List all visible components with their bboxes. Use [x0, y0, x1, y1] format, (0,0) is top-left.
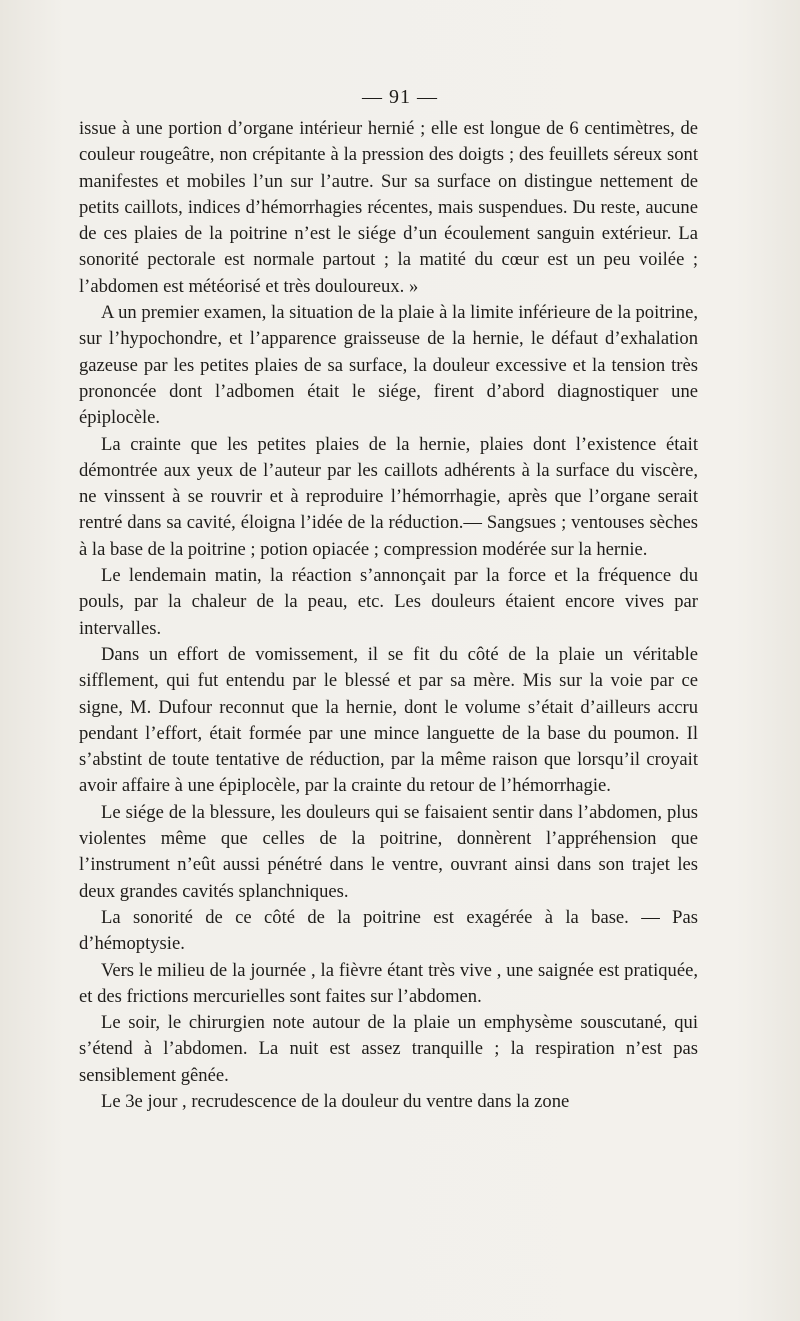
paragraph: Le lendemain matin, la réaction s’annonçait par la force et la fréquence du pouls, par la chaleur de la peau, etc. Les douleurs étaient encore vives par intervalles. [79, 565, 698, 639]
paragraph: Le soir, le chirurgien note autour de la plaie un emphysème souscutané, qui s’étend à l’abdomen. La nuit est assez tranquille ; la respiration n’est pas sensiblement gênée. [79, 1012, 698, 1086]
paragraph: Vers le milieu de la journée , la fièvre étant très vive , une saignée est pratiquée, et des frictions mercurielles sont faites sur l’abdomen. [79, 959, 698, 1007]
paragraph: La sonorité de ce côté de la poitrine est exagérée à la base. — Pas d’hémoptysie. [79, 906, 698, 955]
paragraph: A un premier examen, la situation de la plaie à la limite inférieure de la poitrine, sur l’hypochondre, et l’apparence graisseuse de la hernie, le défaut d’exhalation gazeuse par les petites plaies de sa surface, la douleur excessive et la tension très prononcée dont l’adbomen était le siége, firent d’abord diagnostiquer une épiplocèle. [79, 302, 698, 429]
page-number: — 91 — [362, 86, 438, 108]
paragraph: issue à une portion d’organe intérieur hernié ; elle est longue de 6 centimètres, de couleur rougeâtre, non crépitante à la pression des doigts ; des feuillets séreux sont manifestes et mobiles l’un sur l’autre. Sur sa surface on distingue nettement de petits caillots, indices d’hémorrhagies récentes, mais suspendues. Du reste, aucune de ces plaies de la poitrine n’est le siége d’un écoulement sanguin extérieur. La sonorité pectorale est normale partout ; la matité du cœur est un peu voilée ; l’abdomen est météorisé et très douloureux. » [79, 118, 698, 297]
paragraph: Dans un effort de vomissement, il se fit du côté de la plaie un véritable sifflement, qui fut entendu par le blessé et par sa mère. Mis sur la voie par ce signe, M. Dufour reconnut que la hernie, dont le volume s’était d’ailleurs accru pendant l’effort, était formée par une mince languette de la base du poumon. Il s’abstint de toute tentative de réduction, par la même raison que lorsqu’il croyait avoir affaire à une épiplocèle, par la crainte du retour de l’hémorrhagie. [79, 643, 698, 797]
paragraph: Le siége de la blessure, les douleurs qui se faisaient sentir dans l’abdomen, plus violentes même que celles de la poitrine, donnèrent l’appréhension que l’instrument n’eût aussi pénétré dans le ventre, ouvrant ainsi dans son trajet les deux grandes cavités splanchniques. [79, 801, 698, 902]
body-text [79, 116, 698, 1115]
paragraph: La crainte que les petites plaies de la hernie, plaies dont l’existence était démontrée aux yeux de l’auteur par les caillots adhérents à la surface du viscère, ne vinssent à se rouvrir et à reproduire l’hémorrhagie, après que l’organe serait rentré dans sa cavité, éloigna l’idée de la réduction.— Sangsues ; ventouses sèches à la base de la poitrine ; potion opiacée ; compression modérée sur la hernie. [79, 433, 698, 560]
paragraph: Le 3e jour , recrudescence de la douleur du ventre dans la zone [101, 1090, 570, 1112]
